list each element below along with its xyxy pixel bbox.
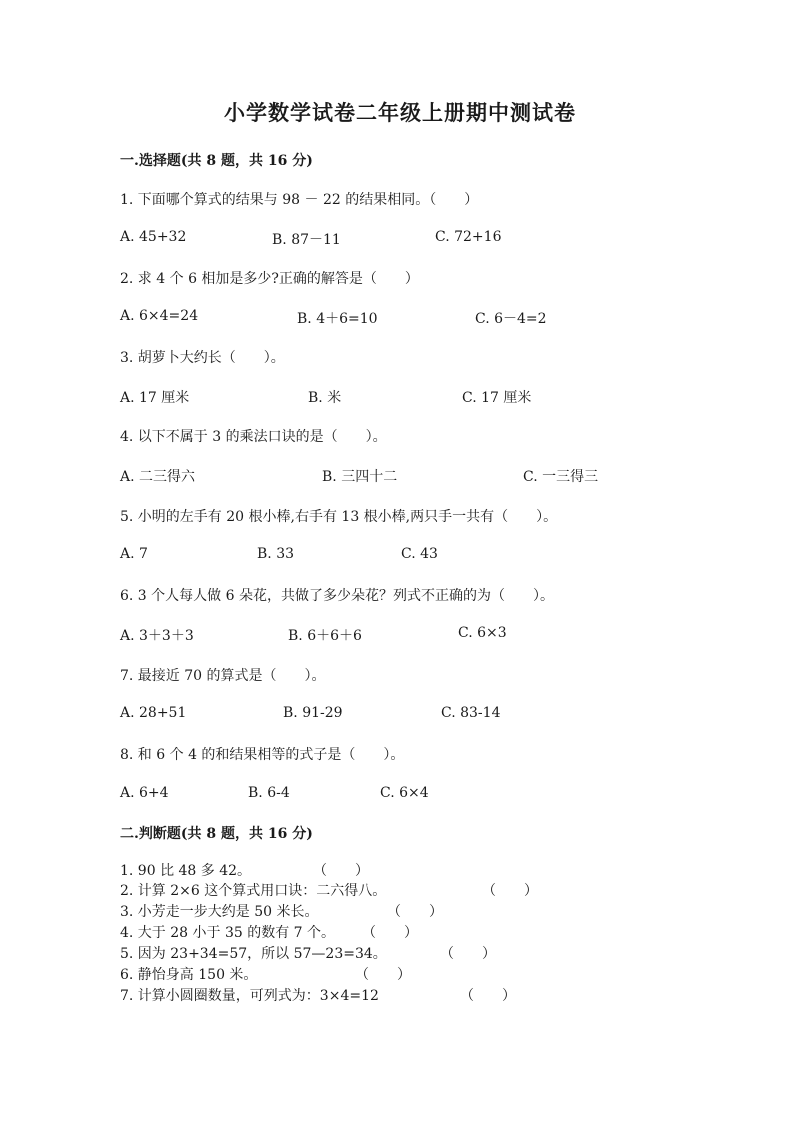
q2-option-b: B. 4＋6=10 [297, 311, 378, 327]
q5-option-c: C. 43 [401, 546, 438, 562]
tf-item-7-answer-paren: （ ） [460, 988, 516, 1004]
question-8: 8. 和 6 个 4 的和结果相等的式子是（ ）。 [120, 747, 405, 763]
q1-option-b: B. 87－11 [272, 232, 341, 248]
tf-item-2: 2. 计算 2×6 这个算式用口诀：二六得八。 [120, 883, 387, 899]
question-3: 3. 胡萝卜大约长（ ）。 [120, 350, 285, 366]
q2-option-c: C. 6－4=2 [475, 311, 547, 327]
q1-option-c: C. 72+16 [435, 229, 502, 245]
tf-item-5-answer-paren: （ ） [440, 946, 496, 962]
question-1: 1. 下面哪个算式的结果与 98 － 22 的结果相同。（ ） [120, 192, 479, 208]
tf-item-1-answer-paren: （ ） [313, 863, 369, 879]
question-6: 6. 3 个人每人做 6 朵花，共做了多少朵花？列式不正确的为（ ）。 [120, 588, 554, 604]
tf-item-3-answer-paren: （ ） [387, 904, 443, 920]
tf-item-6-answer-paren: （ ） [355, 967, 411, 983]
q5-option-a: A. 7 [120, 546, 148, 562]
q5-option-b: B. 33 [257, 546, 295, 562]
q3-option-c: C. 17 厘米 [462, 390, 532, 406]
tf-item-7: 7. 计算小圆圈数量，可列式为：3×4=12 [120, 988, 379, 1004]
q2-option-a: A. 6×4=24 [120, 308, 199, 324]
tf-item-4-answer-paren: （ ） [362, 925, 418, 941]
question-7: 7. 最接近 70 的算式是（ ）。 [120, 668, 326, 684]
section-heading-choice: 一.选择题(共 8 题，共 16 分) [120, 153, 313, 169]
q7-option-a: A. 28+51 [120, 705, 187, 721]
page-title: 小学数学试卷二年级上册期中测试卷 [224, 100, 576, 125]
question-2: 2. 求 4 个 6 相加是多少?正确的解答是（ ） [120, 271, 419, 287]
q1-option-a: A. 45+32 [120, 229, 187, 245]
q4-option-a: A. 二三得六 [120, 469, 196, 485]
tf-item-4: 4. 大于 28 小于 35 的数有 7 个。 [120, 925, 336, 941]
question-4: 4. 以下不属于 3 的乘法口诀的是（ ）。 [120, 429, 387, 445]
q4-option-b: B. 三四十二 [322, 469, 398, 485]
q6-option-c: C. 6×3 [458, 625, 507, 641]
q7-option-c: C. 83-14 [441, 705, 501, 721]
tf-item-5: 5. 因为 23+34=57，所以 57—23=34。 [120, 946, 387, 962]
q8-option-b: B. 6-4 [248, 785, 290, 801]
q6-option-a: A. 3＋3＋3 [120, 628, 194, 644]
q6-option-b: B. 6＋6＋6 [288, 628, 362, 644]
q8-option-c: C. 6×4 [380, 785, 429, 801]
q4-option-c: C. 一三得三 [523, 469, 599, 485]
section-heading-true-false: 二.判断题(共 8 题，共 16 分) [120, 826, 313, 842]
tf-item-2-answer-paren: （ ） [482, 883, 538, 899]
q7-option-b: B. 91-29 [283, 705, 343, 721]
tf-item-1: 1. 90 比 48 多 42。 [120, 863, 252, 879]
question-5: 5. 小明的左手有 20 根小棒,右手有 13 根小棒,两只手一共有（ ）。 [120, 509, 558, 525]
tf-item-3: 3. 小芳走一步大约是 50 米长。 [120, 904, 319, 920]
q8-option-a: A. 6+4 [120, 785, 169, 801]
q3-option-a: A. 17 厘米 [120, 390, 190, 406]
tf-item-6: 6. 静怡身高 150 米。 [120, 967, 258, 983]
q3-option-b: B. 米 [308, 390, 342, 406]
